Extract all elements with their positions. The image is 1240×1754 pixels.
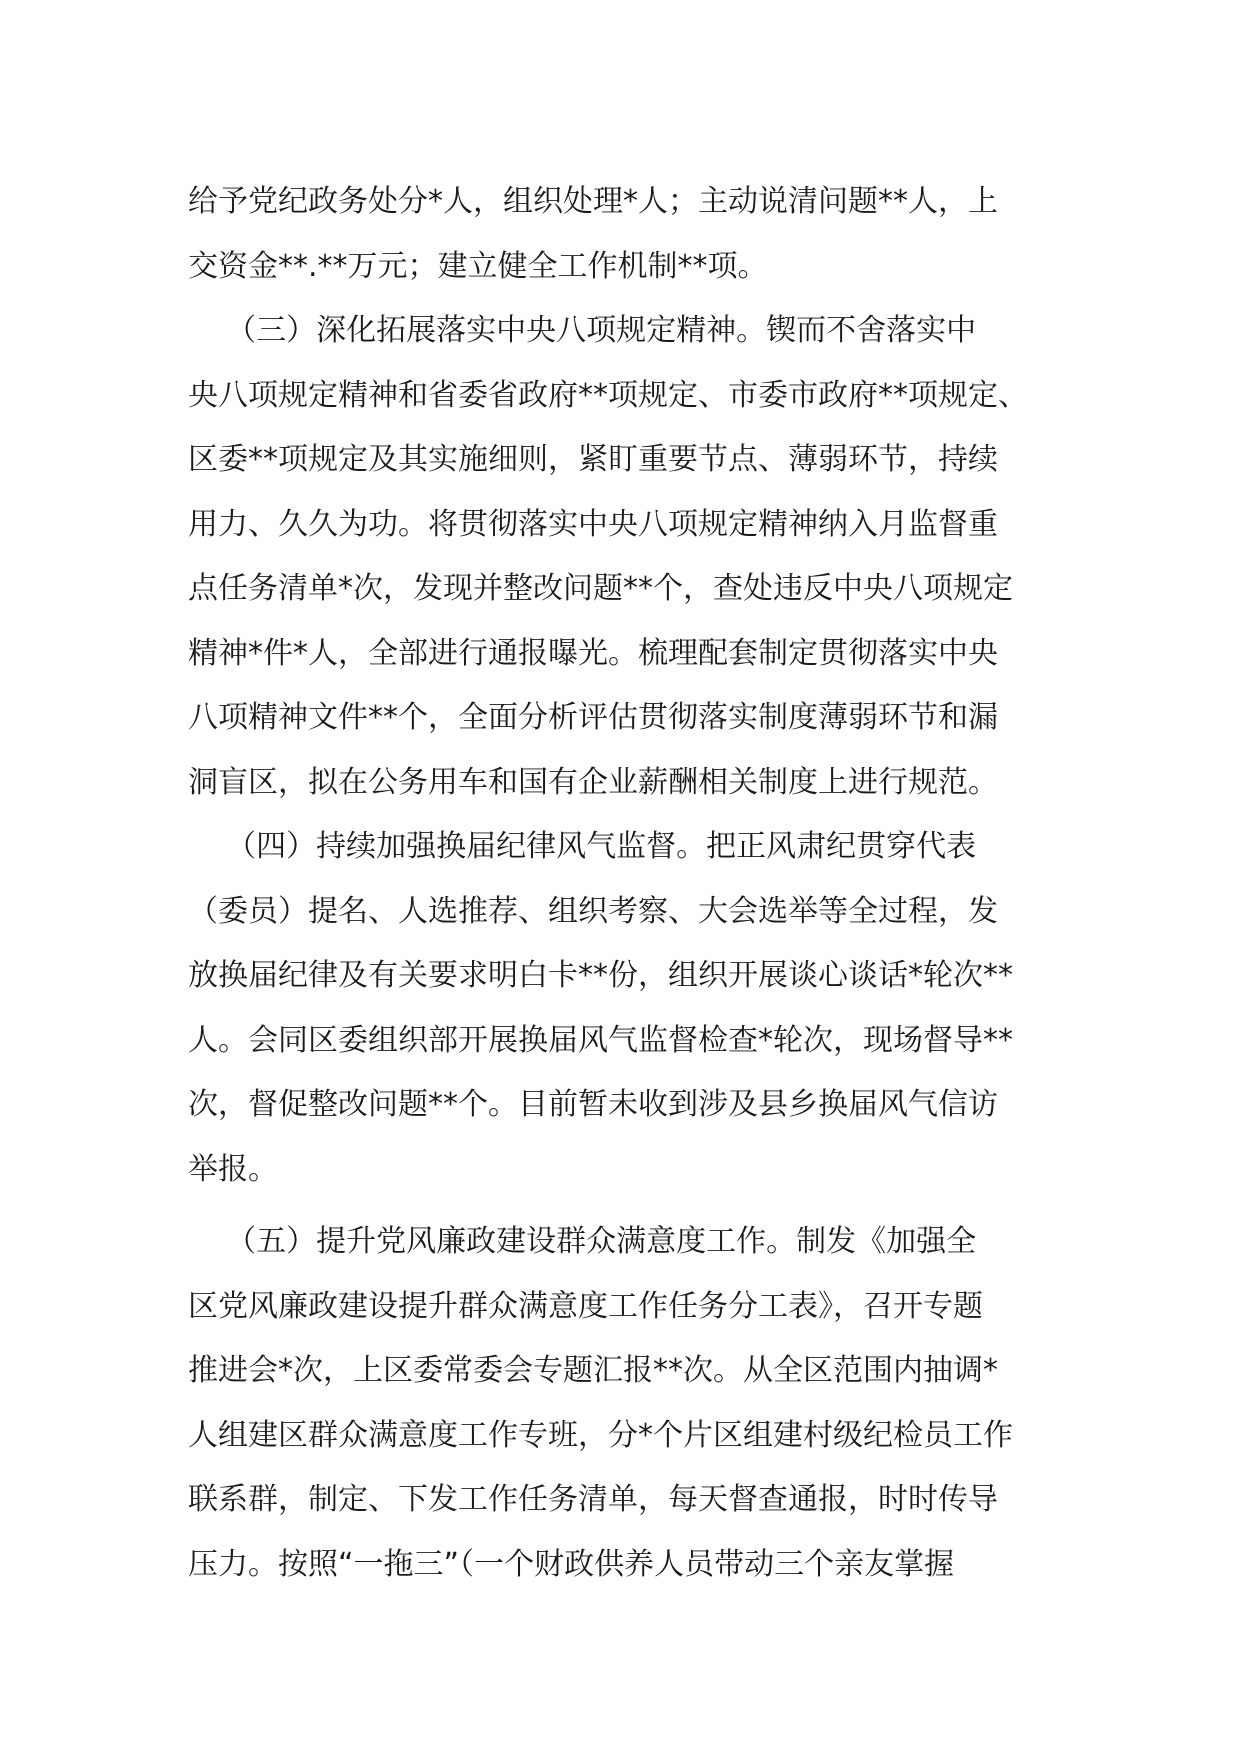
text-line: 点任务清单*次，发现并整改问题**个，查处违反中央八项规定 bbox=[188, 571, 1013, 606]
paragraph-section-four bbox=[188, 815, 1088, 1202]
text-line: 精神*件*人，全部进行通报曝光。梳理配套制定贯彻落实中央 bbox=[188, 635, 998, 671]
text-line: 联系群，制定、下发工作任务清单，每天督查通报，时时传导 bbox=[188, 1482, 998, 1517]
text-line: 洞盲区，拟在公务用车和国有企业薪酬相关制度上进行规范。 bbox=[188, 764, 998, 800]
text-line: 放换届纪律及有关要求明白卡**份，组织开展谈心谈话*轮次** bbox=[188, 958, 1013, 993]
paragraph-spacer bbox=[188, 1202, 1088, 1210]
text-line: 区党风廉政建设提升群众满意度工作任务分工表》，召开专题 bbox=[188, 1288, 983, 1324]
text-line: 用力、久久为功。将贯彻落实中央八项规定精神纳入月监督重 bbox=[188, 506, 998, 542]
text-line: 次，督促整改问题**个。目前暂未收到涉及县乡换届风气信访 bbox=[188, 1087, 998, 1122]
paragraph-section-five bbox=[188, 1210, 1088, 1597]
text-line: 八项精神文件**个，全面分析评估贯彻落实制度薄弱环节和漏 bbox=[188, 700, 998, 735]
text-line: 推进会*次，上区委常委会专题汇报**次。从全区范围内抽调* bbox=[188, 1353, 998, 1388]
text-line: 人。会同区委组织部开展换届风气监督检查*轮次，现场督导** bbox=[188, 1022, 1013, 1058]
section-heading-line: （四）持续加强换届纪律风气监督。把正风肃纪贯穿代表 bbox=[188, 829, 977, 864]
document-body bbox=[188, 170, 1088, 1597]
text-line: 区委**项规定及其实施细则，紧盯重要节点、薄弱环节，持续 bbox=[188, 442, 998, 477]
section-heading-line: （五）提升党风廉政建设群众满意度工作。制发《加强全 bbox=[188, 1224, 977, 1259]
text-line: 给予党纪政务处分*人，组织处理*人；主动说清问题**人，上 bbox=[188, 184, 998, 219]
paragraph-section-three bbox=[188, 299, 1088, 815]
text-line: （委员）提名、人选推荐、组织考察、大会选举等全过程，发 bbox=[188, 893, 998, 929]
text-line: 央八项规定精神和省委省政府**项规定、市委市政府**项规定、 bbox=[188, 377, 1028, 413]
text-line: 人组建区群众满意度工作专班，分*个片区组建村级纪检员工作 bbox=[188, 1417, 1013, 1453]
paragraph-penalties-summary bbox=[188, 170, 1088, 299]
text-line: 举报。 bbox=[188, 1151, 278, 1187]
section-heading-line: （三）深化拓展落实中央八项规定精神。锲而不舍落实中 bbox=[188, 313, 977, 348]
text-line: 交资金**.**万元；建立健全工作机制**项。 bbox=[188, 248, 768, 284]
text-line: 压力。按照“一拖三”（一个财政供养人员带动三个亲友掌握 bbox=[188, 1546, 955, 1582]
